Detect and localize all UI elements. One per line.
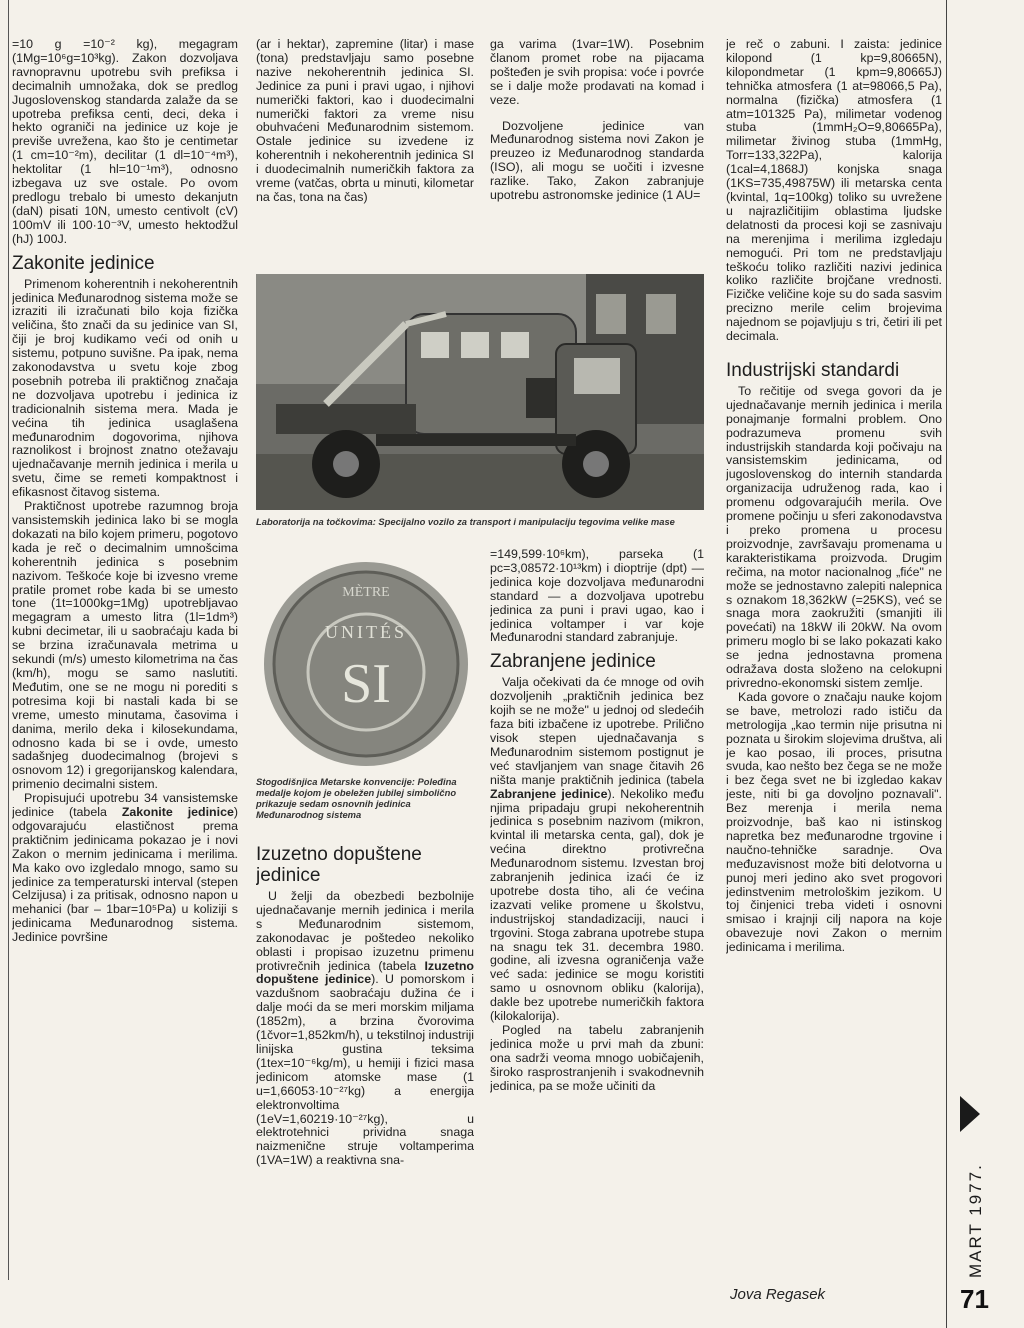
table-ref-zakonite-jedinice: Zakonite jedinice bbox=[121, 805, 234, 820]
col1-paragraph-2: Primenom koherentnih i nekoherentnih jedinica Međunarodnog sistema može se izraziti ili izračunati bilo koja fizička veličina, što znači da su jedinice van SI, čiji je broj kudikamo veći od onih u sistemu, potpuno suvišne. Pa ipak, nema zakonodavstva u svetu koje zbog posebnih potreba ili praktičnog značaja ne dozvoljava upotrebu i jedinica iz tradicionalnih sistema mera. Mada je većina tih jedinica usaglašena međunarodnim dogovorima, njihova raznolikost i brojnost znatno otežavaju ujednačavanje mernih jedinica i merila u svetu, čime se remeti kompaktnost i efikasnost čitavog sistema. bbox=[12, 276, 238, 500]
medal-caption: Stogodišnjica Metarske konvencije: Poleđina medalje kojom je obeležen jubilej simbolično prikazuje sedam osnovnih jedinica Međunarodnog sistema bbox=[256, 776, 457, 820]
truck-illustration bbox=[256, 274, 704, 510]
col3-p4-start: Valja očekivati da će mnoge od ovih dozvoljenih „praktičnih jedinica bez kojih se ne može" u jednoj od sledećih faza biti izbačene iz upotrebe. Prilično visok stepen ujednačavanja s Međunarodnim sistemom postignut je već stavljanjem van snage čitavih 26 ništa manje praktičnih jedinica (tabela bbox=[490, 675, 704, 787]
col1-paragraph-3: Praktičnost upotrebe razumnog broja vansistemskih jedinica lako bi se mogla dokazati na bilo kojem primeru, pogotovo kada je reč o decimalnim umnošcima koherentnih jedinica s posebnim nazivom. Teškoće koje bi izvesno vreme pratile promet robe kada bi se umesto tone (1t=1000kg=1Mg) upotrebljavao megagram a umesto litra (1l=1dm³) kubni decimetar, ili u saobraćaju kada bi se brzina izračunavala metrima u sekundi (m/s) umesto kilometrima na čas (km/h), mogu se samo naslutiti. Međutim, one se ne mogu ni porediti s potresima koji bi nastali kada bi se vreme, umesto minutama, časovima i danima, merilo deka i kilosekundama, odnosno kada bi se i ovde, umesto sadašnjeg duodecimalnog (brojevi s osnovom 12) i gregorijanskog kalendara, primenio decimalni sistem. bbox=[12, 499, 238, 792]
col3-paragraph-2: Dozvoljene jedinice van Međunarodnog sistema novi Zakon je preuzeo iz Međunarodnog standarda (ISO), ali mogu se uočiti i izvesne razlike. Tako, Zakon zabranjuje upotrebu astronomske jedinice (1 AU= bbox=[490, 118, 704, 203]
col1-p4-start: Propisujući upotrebu 34 vansistemske jedinice (tabela bbox=[12, 791, 238, 820]
col2-p2-start: U želji da obezbedi bezbolnije ujednačavanje mernih jedinica i merila s Međunarodnim sistemom, zakonodavac je poštedeo nekoliko oblasti i propisao izuzetnu primenu protivrečnih jedinica (tabela bbox=[256, 889, 474, 973]
right-margin-rule bbox=[946, 0, 947, 1328]
column-2-bottom bbox=[256, 838, 474, 1278]
author-signature: Jova Regasek bbox=[730, 1286, 826, 1303]
col2-paragraph-2 bbox=[256, 890, 474, 1168]
column-1 bbox=[12, 38, 238, 1278]
column-2-top bbox=[256, 38, 474, 288]
left-margin-rule bbox=[8, 0, 9, 1280]
issue-date: MART 1977. bbox=[966, 1163, 985, 1278]
medal-si-text: SI bbox=[341, 653, 391, 715]
table-ref-zabranjene-jedinice: Zabranjene jedinice bbox=[490, 786, 608, 801]
col3-paragraph-1: ga varima (1var=1W). Posebnim članom promet robe na pijacama pošteđen je svih propisa: voće i povrće se i dalje može prodavati na komad i veze. bbox=[490, 38, 704, 107]
col2-paragraph-1: (ar i hektar), zapremine (litar) i mase (tona) predstavljaju samo posebne nazive nekoherentnih jedinica SI. Jedinice za puni i pravi ugao, i njihovi numerički faktori, kao i duodecimalni numerički faktori za vreme nisu obuhvaćeni Međunarodnim sistemom. Ostale jedinice su izvedene iz koherentnih i nekoherentnih jedinica SI i duodecimalnih numeričkih faktora za vreme (vatčas, obrta u minuti, kilometar na čas, tona na čas) bbox=[256, 38, 474, 204]
col3-paragraph-4 bbox=[490, 676, 704, 1024]
medal-top-text: MÈTRE bbox=[342, 585, 390, 600]
col1-paragraph-4 bbox=[12, 792, 238, 945]
truck-photo bbox=[256, 274, 704, 510]
medal-photo bbox=[256, 560, 474, 770]
medal-ring-text: UNITÉS bbox=[325, 622, 407, 642]
col1-paragraph-1: =10 g =10⁻² kg), megagram (1Mg=10⁶g=10³kg). Zakon dozvoljava ravnopravnu upotrebu svih prefiksa i decimalnih umnožaka, dok se predlog Jugoslovenskog standarda zalaže da se upotreba prefiksa centi, deci, deka i hekto ograniči na jedinice uz koje je previše uvrežena, kao što je centimetar (1 cm=10⁻²m), decilitar (1 dl=10⁻⁴m³), hektolitar (1 hl=10⁻¹m³), odnosno izbegava uz sve ostale. Po ovom predlogu trebalo bi umesto dekanjutn (daN) pisati 10N, umesto centivolt (cV) 100mV ili 100·10⁻³V, umesto hektodžul (hJ) 100J. bbox=[12, 38, 238, 246]
medal-illustration bbox=[256, 560, 474, 770]
column-3-top bbox=[490, 38, 704, 278]
col4-paragraph-3: Kada govore o značaju nauke kojom se bave, metrolozi rado ističu da metrologija „kao termin nije prisutna ni poznata u širokim slojevima društva, ali je kao posao, ili proces, prisutna svuda, kao nešto bez čega se ne može i bez čega svet ne bi izgledao kakav jeste, niti bi ga dovoljno poznavali". Bez merenja i merila nema proizvodnje, baš kao ni istinskog napretka bez međunarodne trgovine i naučno-tehničke saradnje. Ova međuzavisnost može biti delotvorna u punoj meri jedino ako svet progovori jedinstvenim metrološkim jezikom. U toj činjenici treba videti i osnovni smisao i krajnji cilj napora na koje obavezuje novi Zakon o mernim jedinicama i merilima. bbox=[726, 689, 942, 955]
col3-p4-end: ). Nekoliko među njima pripadaju grupi nekoherentnih jedinica s posebnim nazivom (mikron, kvintal ili metarska centa, gal), dok je većina direktno protivrečna Međunarodnom sistemu. Izvestan broj zabranjenih jedinica izaći će iz upotrebe dosta tiho, ali će većina izazvati velike promene u školstvu, industrijskoj standadizaciji, nauci i trgovini. Stoga zabrana upotrebe stupa na snagu tek 31. decembra 1980. godine, ali izvesna ograničenja važe već sada: jedinice se mogu koristiti samo u osnovnom obliku (kalorija), dakle bez upotrebe numeričkih faktora (kilokalorija). bbox=[490, 786, 704, 1024]
heading-zabranjene-jedinice: Zabranjene jedinice bbox=[490, 651, 656, 673]
heading-izuzetno-dopustene: Izuzetno dopuštene jedinice bbox=[256, 844, 422, 886]
continue-arrow-icon bbox=[960, 1096, 980, 1132]
page-number: 71 bbox=[960, 1284, 989, 1314]
table-ref-izuzetno-dopustene: Izuzetno dopuštene jedinice bbox=[256, 958, 474, 987]
heading-industrijski-standardi: Industrijski standardi bbox=[726, 359, 900, 381]
col2-p2-end: ). U pomorskom i vazdušnom saobraćaju dužina će i dalje moći da se meri morskim miljama (1852m), a brzina čvorovima (1čvor=1,852km/h), u tekstilnoj industriji linijska gustina teksima (1tex=10⁻⁶kg/m), u hemiji i fizici masa jedinicom atomske mase (1 u=1,66053·10⁻²⁷kg) a energija elektronvoltima (1eV=1,60219·10⁻²⁷kg), u elektrotehnici prividna snaga naizmenične struje voltamperima (1VA=1W) a reaktivna sna- bbox=[256, 972, 474, 1168]
col4-paragraph-2: To rečitije od svega govori da je ujednačavanje mernih jedinica i merila ponajmanje formalni problem. Ono podrazumeva promenu svih industrijskih standarda koji počivaju na vansistemskim jedinicama, od jugoslovenskog do internih standarda organizacija udruženog rada, kao i promenu odgovarajućih merila. Ove promene počinju u sferi zakonodavstva i preko promena u procesu proizvodnje, završavaju promenama u karakteristikama proizvoda. Drugim rečima, na motor nacionalnog „fiće" ne može se jednostavno zalepiti nalepnica s oznakom 18,362kW (=25KS), već se snaga mora zaokružiti (smanjiti ili povećati) na 18kW ili 20kW. Na ovom primeru moglo bi se lako pokazati kako se jedna jednostavna promena odražava dosta složeno na celokupni privredno-ekonomski sistem zemlje. bbox=[726, 383, 942, 690]
col1-p4-end: ) odgovarajuću elastičnost prema praktičnim jedinicama pokazao je i novi Zakon o mernim jedinicama i merilima. Ma kako ovo izgledalo mnogo, samo su jedinice za temperaturski interval (stepen Celzijusa) i za pritisak, odnosno napon u mehanici (bar – 1bar=10⁵Pa) u koliziji s jedinicama Međunarodnog sistema. Jedinice površine bbox=[12, 805, 238, 945]
col3-paragraph-3: =149,599·10⁶km), parseka (1 pc=3,08572·10¹³km) i dioptrije (dpt) — jedinica koje dozvoljava međunarodni standard — a dozvoljava upotrebu jedinica za puni i pravi ugao, kao i jedinica voltamper i var koje Međunarodni standard zabranjuje. bbox=[490, 548, 704, 645]
column-3-bottom bbox=[490, 548, 704, 1278]
col4-paragraph-1: je reč o zabuni. I zaista: jedinice kilopond (1 kp=9,80665N), kilopondmetar (1 kpm=9,80665J) tehnička atmosfera (1 at=98066,5 Pa), normalna (fizička) atmosfera (1 atm=101325 Pa), milimetar vodenog stuba (1mmH₂O=9,80665Pa), milimetar živinog stuba (1mmHg, Torr=133,322Pa), kalorija (1cal=4,1868J) konjska snaga (1KS=735,49875W) ili metarska centa (kvintal, 1q=100kg) toliko su uvrežene u najrazličitijim oblastima ljudske delatnosti da procesi koji se zasnivaju na merenjima i merilima izgledaju nemogući. Pri tom ne predstavljaju teškoću toliko različiti nazivi jedinica koliko različite brojčane vrednosti. Fizičke veličine koje su do sada sasvim precizno merile celim brojevima najednom se pojavljuju s tri, četiri ili pet decimala. bbox=[726, 38, 942, 344]
truck-photo-caption: Laboratorija na točkovima: Specijalno vozilo za transport i manipulaciju tegovima velike mase bbox=[256, 516, 675, 527]
heading-zakonite-jedinice: Zakonite jedinice bbox=[12, 252, 155, 274]
col3-paragraph-5: Pogled na tabelu zabranjenih jedinica može u prvi mah da zbuni: ona sadrži veoma mnogo uobičajenih, široko rasprostranjenih i svakodnevnih jedinica, pa se može učiniti da bbox=[490, 1023, 704, 1093]
column-4 bbox=[726, 38, 942, 1278]
